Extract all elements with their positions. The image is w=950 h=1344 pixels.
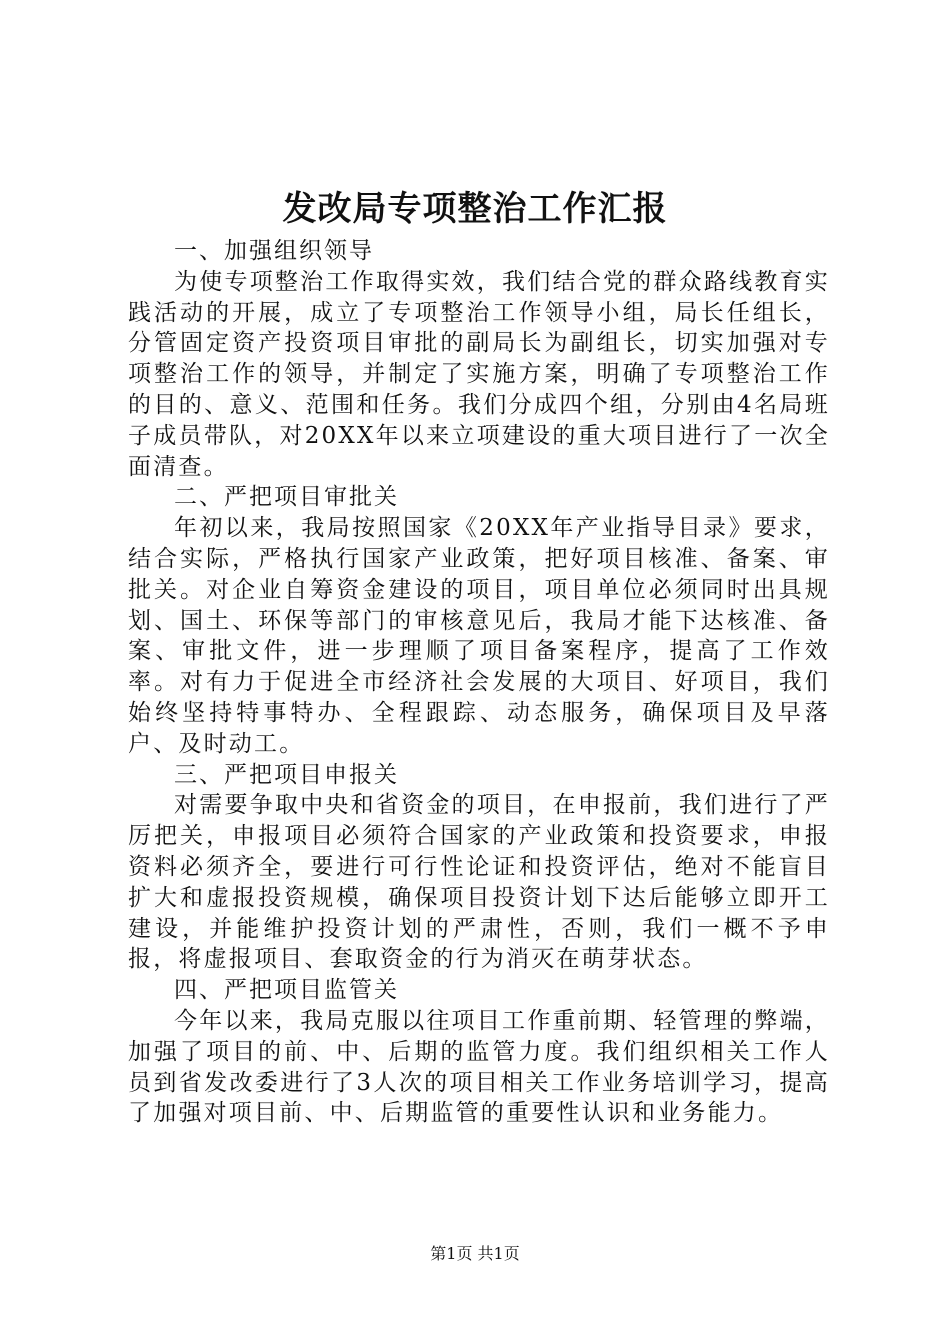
section-heading-3: 三、严把项目申报关 [174, 761, 399, 788]
section-paragraph-3: 对需要争取中央和省资金的项目，在申报前，我们进行了严厉把关，申报项目必须符合国家的产业政策和投资要求，申报资料必须齐全，要进行可行性论证和投资评估，绝对不能盲目扩大和虚报投资规模，确保项目投资计划下达后能够立即开工建设，并能维护投资计划的严肃性，否则，我们一概不予申报，将虚报项目、套取资金的行为消灭在萌芽状态。 [128, 792, 830, 973]
section-heading-2: 二、严把项目审批关 [174, 484, 399, 511]
document-title: 发改局专项整治工作汇报 [282, 189, 668, 229]
section-paragraph-4: 今年以来，我局克服以往项目工作重前期、轻管理的弊端，加强了项目的前、中、后期的监管力度。我们组织相关工作人员到省发改委进行了3人次的项目相关工作业务培训学习，提高了加强对项目前、中、后期监管的重要性认识和业务能力。 [128, 1007, 830, 1127]
document-body [128, 236, 830, 1129]
section-paragraph-2: 年初以来，我局按照国家《20XX年产业指导目录》要求，结合实际，严格执行国家产业政策，把好项目核准、备案、审批关。对企业自筹资金建设的项目，项目单位必须同时出具规划、国土、环保等部门的审核意见后，我局才能下达核准、备案、审批文件，进一步理顺了项目备案程序，提高了工作效率。对有力于促进全市经济社会发展的大项目、好项目，我们始终坚持特事特办、全程跟踪、动态服务，确保项目及早落户、及时动工。 [128, 515, 830, 757]
section-heading-1: 一、加强组织领导 [174, 238, 374, 264]
section-paragraph-1: 为使专项整治工作取得实效，我们结合党的群众路线教育实践活动的开展，成立了专项整治工作领导小组，局长任组长，分管固定资产投资项目审批的副局长为副组长，切实加强对专项整治工作的领导，并制定了实施方案，明确了专项整治工作的目的、意义、范围和任务。我们分成四个组，分别由4名局班子成员带队，对20XX年以来立项建设的重大项目进行了一次全面清查。 [128, 268, 830, 480]
page-number-footer: 第1页 共1页 [430, 1244, 520, 1263]
section-heading-4: 四、严把项目监管关 [174, 977, 399, 1004]
